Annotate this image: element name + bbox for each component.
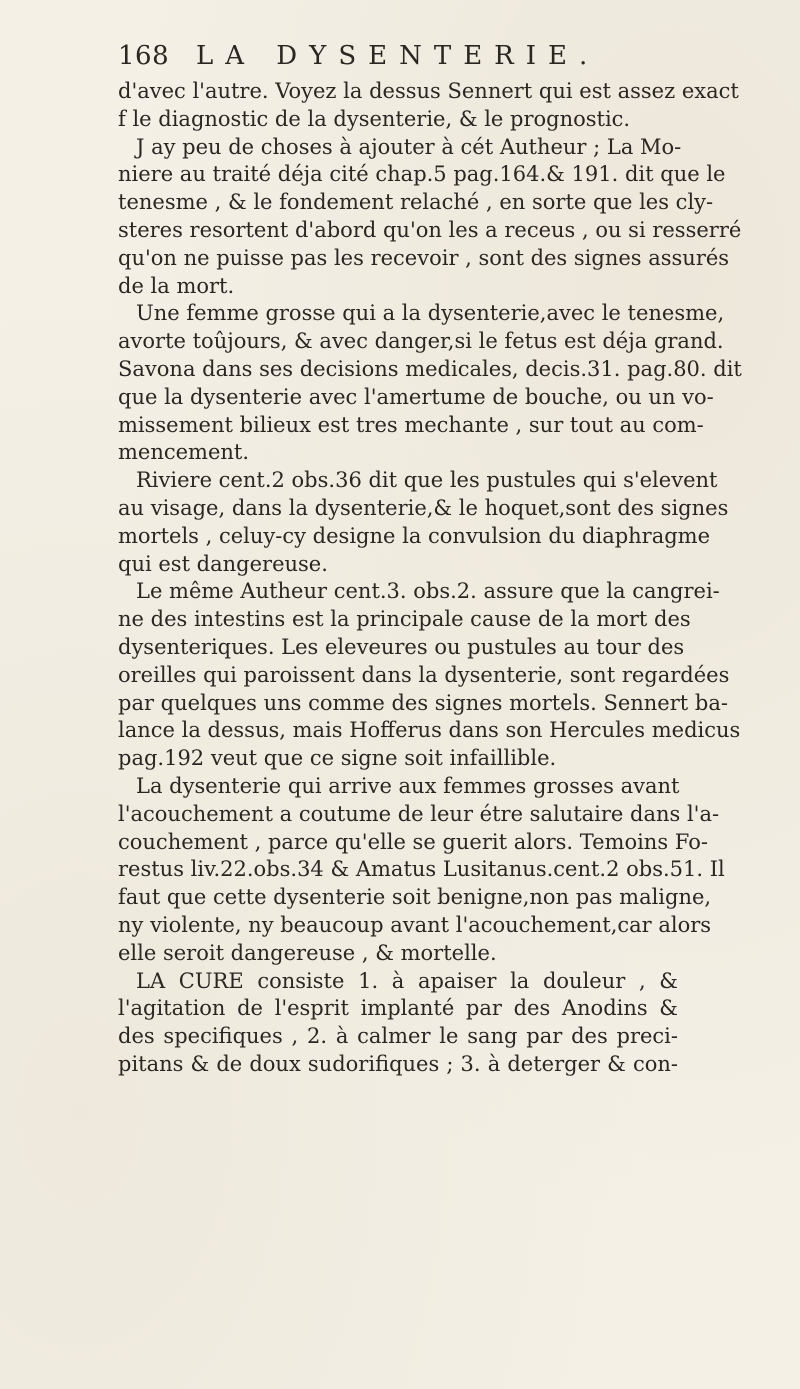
page-number: 168: [118, 41, 170, 71]
text-line: que la dysenterie avec l'amertume de bouche, ou un vo-: [118, 384, 714, 409]
text-line: Savona dans ses decisions medicales, decis.31. pag.80. dit: [118, 356, 742, 381]
text-line: mencement.: [118, 440, 250, 465]
text-line: ny violente, ny beaucoup avant l'acouchement,car alors: [118, 912, 712, 937]
body-text: [118, 78, 742, 1079]
text-line: au visage, dans la dysenterie,& le hoquet,sont des signes: [118, 495, 729, 520]
text-line: de la mort.: [118, 273, 235, 298]
text-line: missement bilieux est tres mechante , sur tout au com-: [118, 412, 704, 437]
text-line: LA CURE consiste 1. à apaiser la douleur , &: [136, 968, 678, 993]
text-line: pitans & de doux sudorifiques ; 3. à deterger & con-: [118, 1051, 678, 1076]
text-line: f le diagnostic de la dysenterie, & le prognostic.: [118, 106, 631, 131]
text-line: qui est dangereuse.: [118, 551, 328, 576]
text-line: d'avec l'autre. Voyez la dessus Sennert qui est assez exact: [118, 79, 739, 103]
text-line: La dysenterie qui arrive aux femmes grosses avant: [136, 773, 680, 798]
text-line: l'acouchement a coutume de leur étre salutaire dans l'a-: [118, 801, 720, 826]
text-line: couchement , parce qu'elle se guerit alors. Temoins Fo-: [118, 829, 708, 854]
text-line: restus liv.22.obs.34 & Amatus Lusitanus.cent.2 obs.51. Il: [118, 857, 725, 882]
text-line: J ay peu de choses à ajouter à cét Autheur ; La Mo-: [136, 134, 682, 159]
text-line: par quelques uns comme des signes mortels. Sennert ba-: [118, 690, 728, 715]
text-line: Une femme grosse qui a la dysenterie,avec le tenesme,: [136, 301, 725, 326]
text-line: faut que cette dysenterie soit benigne,non pas maligne,: [118, 885, 712, 910]
text-line: oreilles qui paroissent dans la dysenterie, sont regardées: [118, 662, 730, 687]
text-line: des specifiques , 2. à calmer le sang par des preci-: [118, 1024, 678, 1049]
running-title: LA DYSENTERIE.: [196, 41, 600, 71]
text-line: Le même Autheur cent.3. obs.2. assure que la cangrei-: [136, 579, 720, 604]
text-line: qu'on ne puisse pas les recevoir , sont des signes assurés: [118, 245, 730, 270]
text-line: pag.192 veut que ce signe soit infaillible.: [118, 746, 557, 771]
text-line: dysenteriques. Les eleveures ou pustules au tour des: [118, 634, 685, 659]
text-line: lance la dessus, mais Hofferus dans son Hercules medicus: [118, 718, 741, 743]
text-line: steres resortent d'abord qu'on les a receus , ou si resserré: [118, 217, 742, 242]
text-line: l'agitation de l'esprit implanté par des Anodins &: [118, 996, 678, 1021]
text-line: Riviere cent.2 obs.36 dit que les pustules qui s'elevent: [136, 468, 718, 493]
text-line: elle seroit dangereuse , & mortelle.: [118, 940, 497, 965]
text-line: mortels , celuy-cy designe la convulsion du diaphragme: [118, 523, 711, 548]
text-line: ne des intestins est la principale cause de la mort des: [118, 607, 691, 632]
page-header: [118, 36, 678, 76]
text-line: tenesme , & le fondement relaché , en sorte que les cly-: [118, 190, 714, 215]
text-line: niere au traité déja cité chap.5 pag.164.& 191. dit que le: [118, 162, 726, 187]
text-line: avorte toûjours, & avec danger,si le fetus est déja grand.: [118, 329, 724, 354]
